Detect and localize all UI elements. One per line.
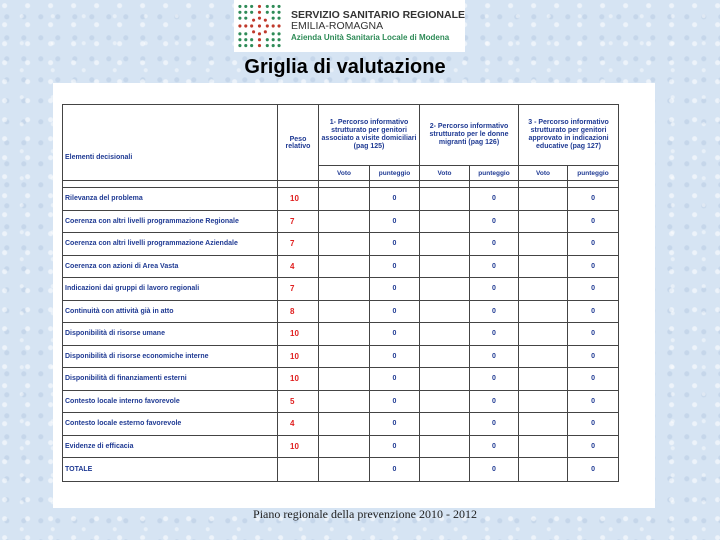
subheader-punteggio-1: punteggio — [370, 166, 420, 181]
table-row — [63, 413, 619, 436]
header-elementi-text: Elementi decisionali — [65, 154, 133, 161]
spacer-cell — [278, 181, 319, 188]
total-voto-1 — [319, 458, 370, 482]
row-voto-3 — [519, 323, 568, 346]
row-voto-3 — [519, 278, 568, 301]
table-row — [63, 255, 619, 278]
row-punteggio-3: 0 — [568, 413, 619, 436]
subheader-punteggio-2: punteggio — [470, 166, 519, 181]
table-row — [63, 278, 619, 301]
spacer-cell — [319, 181, 370, 188]
row-label: Coerenza con azioni di Area Vasta — [63, 255, 278, 278]
spacer-cell — [470, 181, 519, 188]
row-voto-2 — [420, 435, 470, 458]
row-peso: 5 — [278, 390, 319, 413]
row-peso: 10 — [278, 368, 319, 391]
row-voto-2 — [420, 390, 470, 413]
row-punteggio-2: 0 — [470, 435, 519, 458]
row-label: Contesto locale esterno favorevole — [63, 413, 278, 436]
row-peso: 7 — [278, 210, 319, 233]
row-punteggio-1: 0 — [370, 188, 420, 211]
row-punteggio-3: 0 — [568, 368, 619, 391]
row-voto-1 — [319, 278, 370, 301]
row-voto-3 — [519, 413, 568, 436]
subheader-voto-3: Voto — [519, 166, 568, 181]
row-label: Coerenza con altri livelli programmazione Aziendale — [63, 233, 278, 256]
row-punteggio-2: 0 — [470, 323, 519, 346]
row-label: Coerenza con altri livelli programmazione Regionale — [63, 210, 278, 233]
logo-line-1: SERVIZIO SANITARIO REGIONALE — [290, 8, 465, 21]
row-voto-2 — [420, 278, 470, 301]
row-voto-1 — [319, 413, 370, 436]
row-punteggio-3: 0 — [568, 210, 619, 233]
row-voto-1 — [319, 255, 370, 278]
row-punteggio-1: 0 — [370, 413, 420, 436]
row-voto-1 — [319, 368, 370, 391]
row-voto-2 — [420, 300, 470, 323]
row-punteggio-1: 0 — [370, 390, 420, 413]
row-label: Rilevanza del problema — [63, 188, 278, 211]
row-punteggio-1: 0 — [370, 435, 420, 458]
total-punteggio-3: 0 — [568, 458, 619, 482]
row-peso: 7 — [278, 233, 319, 256]
row-peso: 10 — [278, 345, 319, 368]
row-voto-3 — [519, 435, 568, 458]
page-title: Griglia di valutazione — [244, 56, 446, 78]
row-label: Disponibilità di risorse umane — [63, 323, 278, 346]
table-row — [63, 233, 619, 256]
row-punteggio-3: 0 — [568, 345, 619, 368]
subheader-voto-1: Voto — [319, 166, 370, 181]
row-punteggio-2: 0 — [470, 413, 519, 436]
row-punteggio-3: 0 — [568, 188, 619, 211]
logo-line-2: EMILIA-ROMAGNA — [290, 19, 384, 32]
logo — [234, 0, 465, 52]
row-voto-3 — [519, 255, 568, 278]
row-label: Disponibilità di risorse economiche interne — [63, 345, 278, 368]
row-punteggio-2: 0 — [470, 255, 519, 278]
total-row — [63, 458, 619, 482]
row-voto-2 — [420, 188, 470, 211]
row-peso: 10 — [278, 323, 319, 346]
row-voto-2 — [420, 368, 470, 391]
total-label: TOTALE — [63, 458, 278, 482]
row-punteggio-3: 0 — [568, 255, 619, 278]
subheader-punteggio-3: punteggio — [568, 166, 619, 181]
row-punteggio-2: 0 — [470, 300, 519, 323]
subheader-voto-2: Voto — [420, 166, 470, 181]
row-voto-3 — [519, 368, 568, 391]
row-punteggio-1: 0 — [370, 300, 420, 323]
row-punteggio-1: 0 — [370, 255, 420, 278]
row-voto-1 — [319, 233, 370, 256]
row-voto-2 — [420, 233, 470, 256]
row-peso: 10 — [278, 188, 319, 211]
row-punteggio-1: 0 — [370, 323, 420, 346]
row-peso: 10 — [278, 435, 319, 458]
row-voto-2 — [420, 255, 470, 278]
row-punteggio-1: 0 — [370, 210, 420, 233]
row-voto-1 — [319, 390, 370, 413]
row-punteggio-2: 0 — [470, 345, 519, 368]
row-punteggio-2: 0 — [470, 278, 519, 301]
evaluation-grid — [62, 104, 619, 482]
row-voto-1 — [319, 210, 370, 233]
row-voto-1 — [319, 345, 370, 368]
row-punteggio-3: 0 — [568, 435, 619, 458]
table-row — [63, 390, 619, 413]
regional-health-logo-icon — [236, 2, 283, 50]
row-peso: 4 — [278, 413, 319, 436]
row-punteggio-3: 0 — [568, 300, 619, 323]
header-percorso-3: 3 - Percorso informativo strutturato per genitori approvato in indicazioni educative (pag 127) — [519, 105, 619, 166]
row-label: Evidenze di efficacia — [63, 435, 278, 458]
row-punteggio-1: 0 — [370, 233, 420, 256]
row-voto-1 — [319, 323, 370, 346]
row-label: Contesto locale interno favorevole — [63, 390, 278, 413]
table-row — [63, 435, 619, 458]
spacer-cell — [63, 181, 278, 188]
row-voto-3 — [519, 188, 568, 211]
header-elementi — [63, 105, 278, 181]
table-row — [63, 323, 619, 346]
row-punteggio-1: 0 — [370, 278, 420, 301]
header-row — [63, 105, 619, 166]
row-voto-1 — [319, 300, 370, 323]
row-voto-3 — [519, 345, 568, 368]
total-voto-3 — [519, 458, 568, 482]
table-row — [63, 188, 619, 211]
spacer-cell — [519, 181, 568, 188]
row-punteggio-2: 0 — [470, 390, 519, 413]
row-peso: 7 — [278, 278, 319, 301]
row-punteggio-2: 0 — [470, 210, 519, 233]
row-punteggio-3: 0 — [568, 278, 619, 301]
row-punteggio-1: 0 — [370, 368, 420, 391]
row-punteggio-3: 0 — [568, 390, 619, 413]
row-punteggio-2: 0 — [470, 233, 519, 256]
row-punteggio-2: 0 — [470, 368, 519, 391]
table-row — [63, 210, 619, 233]
total-peso — [278, 458, 319, 482]
table-row — [63, 345, 619, 368]
row-label: Disponibilità di finanziamenti esterni — [63, 368, 278, 391]
row-punteggio-3: 0 — [568, 323, 619, 346]
table-row — [63, 300, 619, 323]
logo-line-3: Azienda Unità Sanitaria Locale di Modena — [290, 32, 450, 42]
row-punteggio-3: 0 — [568, 233, 619, 256]
logo-text — [291, 10, 465, 43]
row-voto-2 — [420, 345, 470, 368]
spacer-row — [63, 181, 619, 188]
total-punteggio-1: 0 — [370, 458, 420, 482]
spacer-cell — [420, 181, 470, 188]
row-voto-2 — [420, 323, 470, 346]
table-row — [63, 368, 619, 391]
row-voto-1 — [319, 188, 370, 211]
spacer-cell — [568, 181, 619, 188]
spacer-cell — [370, 181, 420, 188]
row-peso: 8 — [278, 300, 319, 323]
row-punteggio-1: 0 — [370, 345, 420, 368]
footer-text: Piano regionale della prevenzione 2010 - 2012 — [253, 507, 477, 521]
header-percorso-2: 2- Percorso informativo strutturato per le donne migranti (pag 126) — [420, 105, 519, 166]
row-label: Continuità con attività già in atto — [63, 300, 278, 323]
row-voto-3 — [519, 300, 568, 323]
row-voto-2 — [420, 210, 470, 233]
row-label: Indicazioni dai gruppi di lavoro regionali — [63, 278, 278, 301]
row-voto-1 — [319, 435, 370, 458]
row-voto-2 — [420, 413, 470, 436]
total-voto-2 — [420, 458, 470, 482]
row-punteggio-2: 0 — [470, 188, 519, 211]
row-peso: 4 — [278, 255, 319, 278]
row-voto-3 — [519, 390, 568, 413]
header-peso: Peso relativo — [278, 105, 319, 181]
row-voto-3 — [519, 233, 568, 256]
row-voto-3 — [519, 210, 568, 233]
header-percorso-1: 1- Percorso informativo strutturato per genitori associato a visite domiciliari (pag 125) — [319, 105, 420, 166]
total-punteggio-2: 0 — [470, 458, 519, 482]
